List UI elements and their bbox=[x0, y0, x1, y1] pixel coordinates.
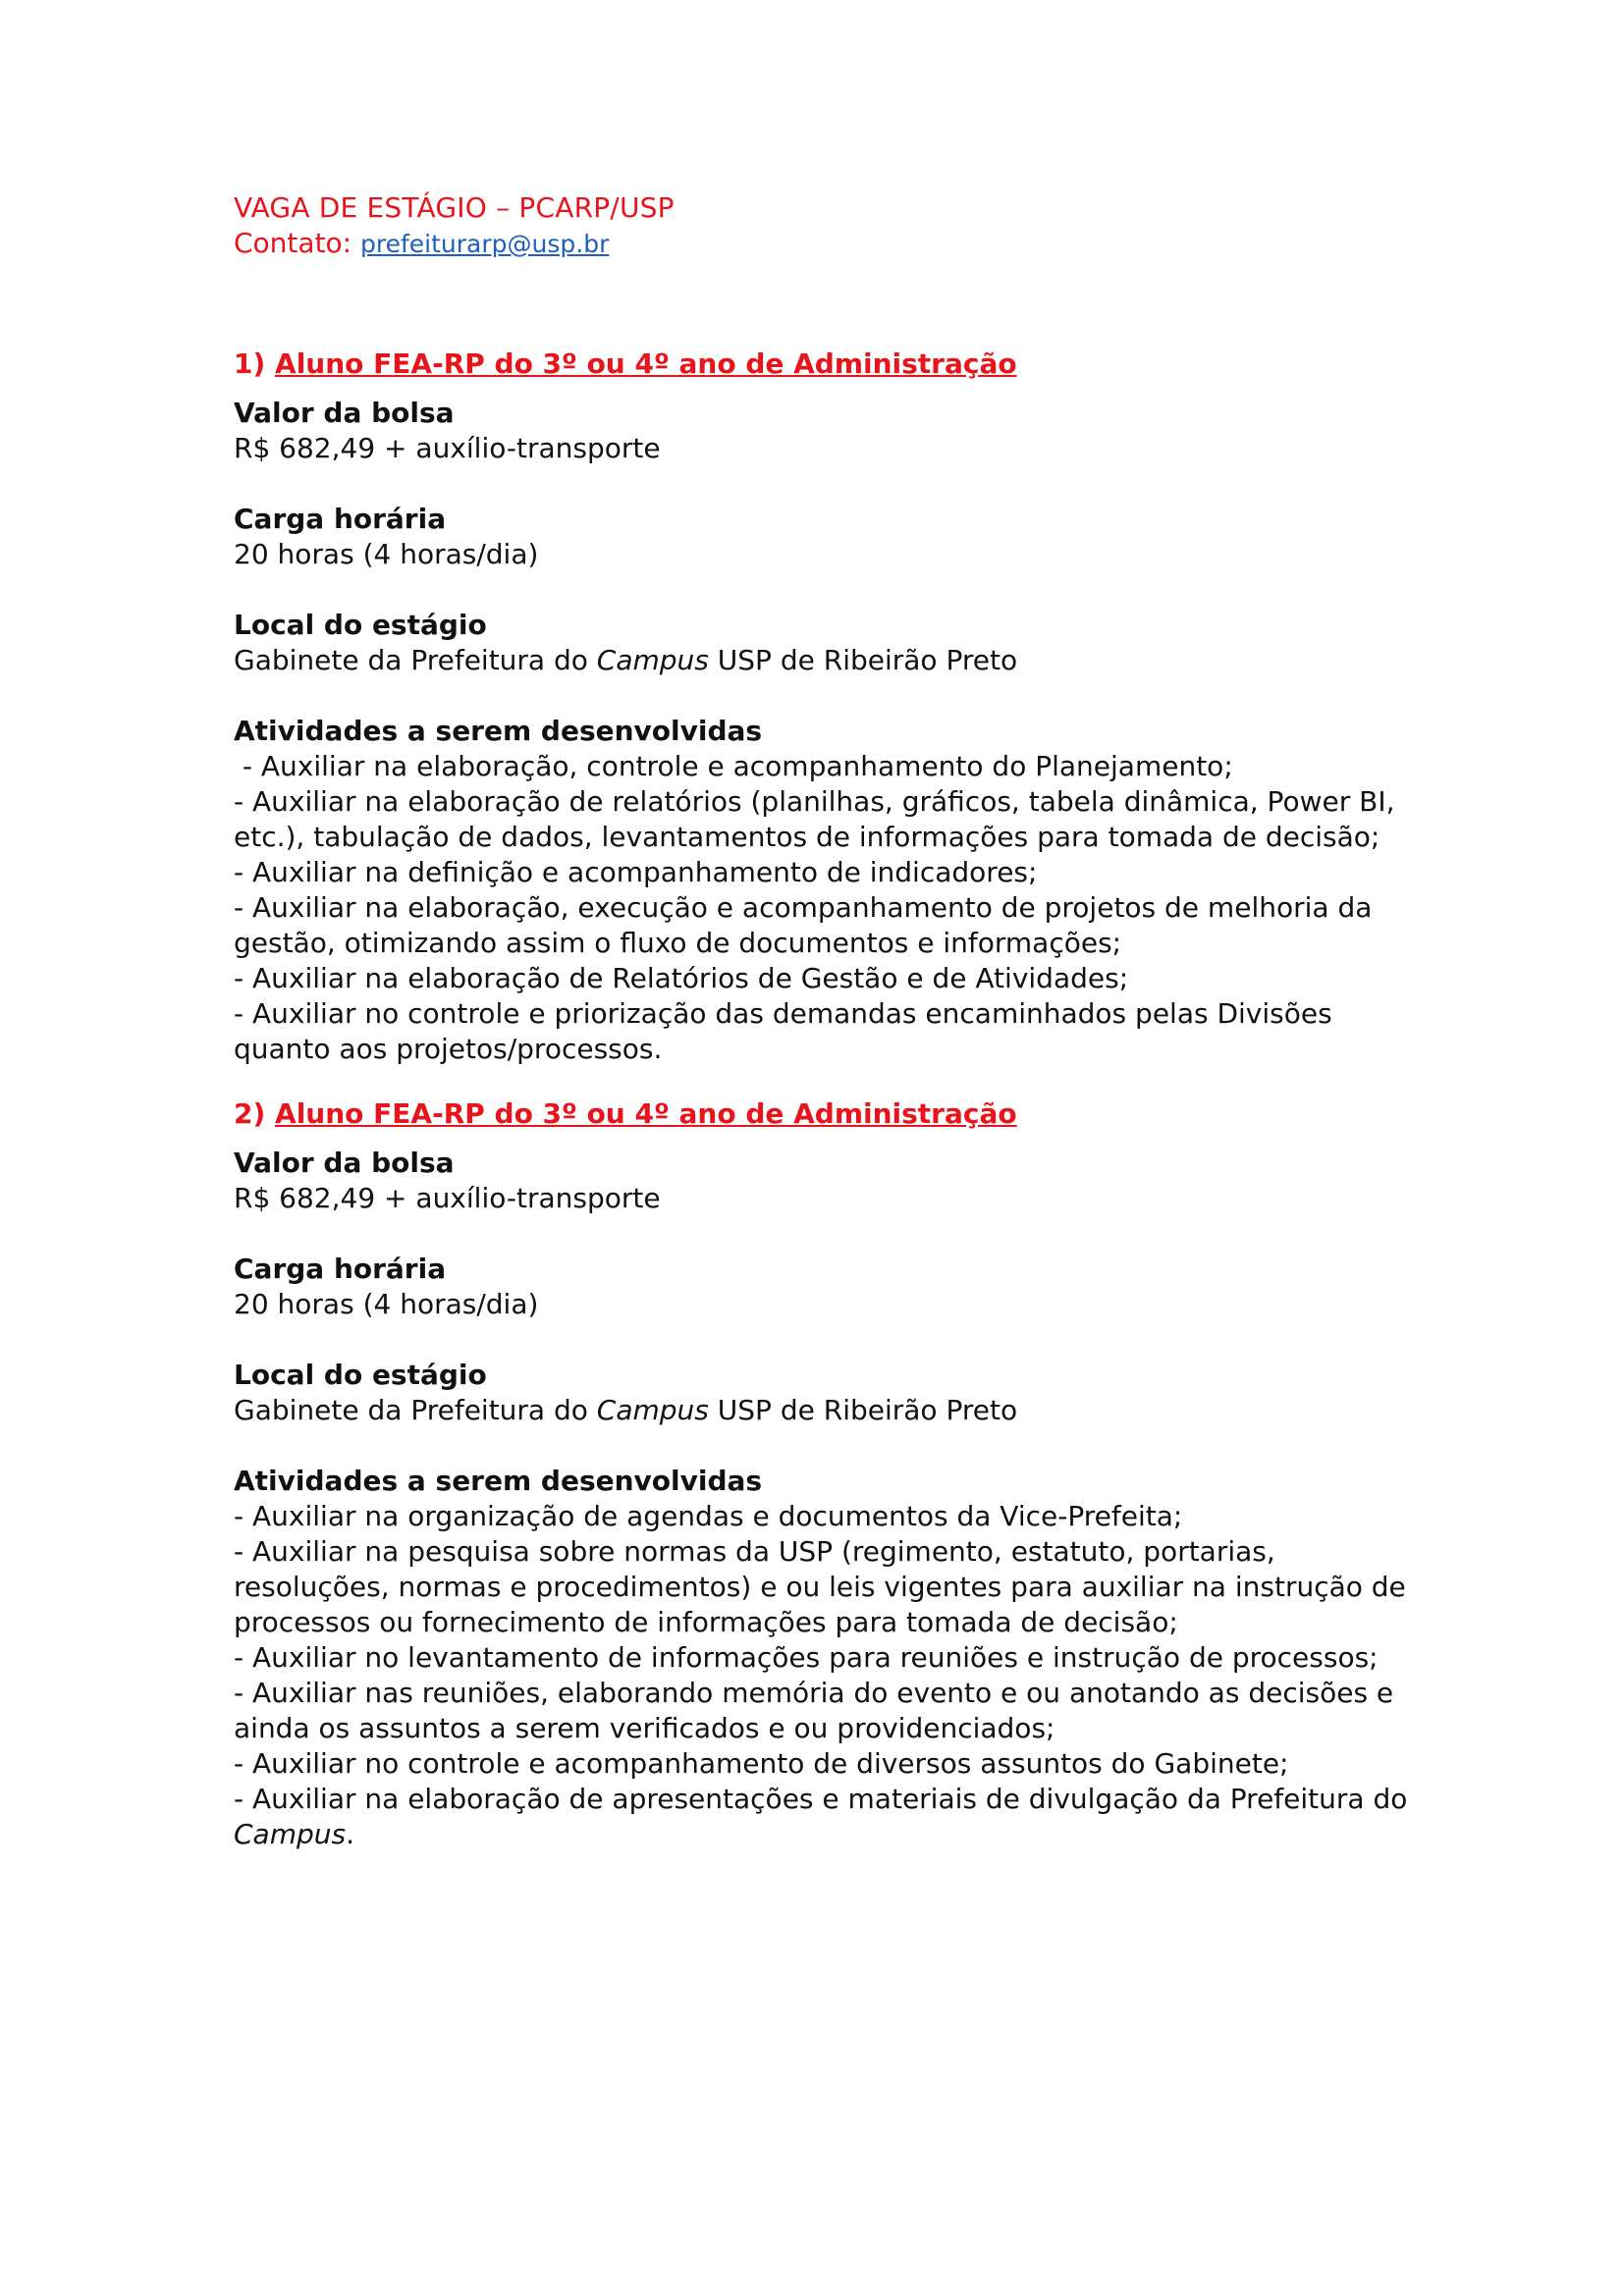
vaga-2-local-campus: Campus bbox=[596, 1394, 709, 1426]
vaga-2-activity: - Auxiliar no controle e acompanhamento de diversos assuntos do Gabinete; bbox=[234, 1747, 1289, 1780]
vaga-2-section bbox=[234, 1096, 1427, 1852]
vaga-2-title: Aluno FEA-RP do 3º ou 4º ano de Administração bbox=[275, 1097, 1017, 1130]
vaga-1-activity: - Auxiliar no controle e priorização das demandas encaminhados pelas Divisões quanto aos projetos/processos. bbox=[234, 997, 1332, 1065]
vaga-1-atividades-label: Atividades a serem desenvolvidas bbox=[234, 715, 763, 747]
vaga-2-carga-label: Carga horária bbox=[234, 1253, 447, 1285]
vaga-2-atividades-label: Atividades a serem desenvolvidas bbox=[234, 1465, 763, 1497]
vaga-2-local-suffix: USP de Ribeirão Preto bbox=[708, 1394, 1018, 1426]
vaga-1-activity: - Auxiliar na elaboração, controle e acompanhamento do Planejamento; bbox=[234, 750, 1233, 782]
vaga-2-activity: - Auxiliar na pesquisa sobre normas da USP (regimento, estatuto, portarias, resoluções, normas e procedimentos) e ou leis vigentes para auxiliar na instrução de processos ou fornecimento de informações para tomada de decisão; bbox=[234, 1535, 1406, 1638]
vaga-1-carga-value: 20 horas (4 horas/dia) bbox=[234, 538, 539, 570]
contact-line bbox=[234, 226, 1427, 262]
vaga-2-heading bbox=[234, 1096, 1427, 1132]
vaga-2-local-label: Local do estágio bbox=[234, 1359, 487, 1391]
vaga-2-number: 2) bbox=[234, 1097, 276, 1130]
vaga-2-valor-value: R$ 682,49 + auxílio-transporte bbox=[234, 1182, 661, 1214]
vaga-1-local-campus: Campus bbox=[596, 644, 709, 676]
vaga-2-activity: - Auxiliar no levantamento de informações para reuniões e instrução de processos; bbox=[234, 1641, 1379, 1674]
vaga-1-local-suffix: USP de Ribeirão Preto bbox=[708, 644, 1018, 676]
vaga-1-activity: - Auxiliar na elaboração, execução e acompanhamento de projetos de melhoria da gestão, otimizando assim o fluxo de documentos e informações; bbox=[234, 891, 1373, 959]
vaga-1-local-prefix: Gabinete da Prefeitura do bbox=[234, 644, 597, 676]
vaga-2-last-activity-prefix: - Auxiliar na elaboração de apresentações e materiais de divulgação da Prefeitura do bbox=[234, 1783, 1408, 1815]
vaga-1-local-value bbox=[234, 643, 1427, 678]
vaga-1-valor-label: Valor da bolsa bbox=[234, 397, 455, 429]
vaga-2-last-activity-campus: Campus bbox=[234, 1818, 347, 1850]
vaga-1-activity: - Auxiliar na elaboração de Relatórios de Gestão e de Atividades; bbox=[234, 962, 1129, 994]
vaga-2-activity-last bbox=[234, 1782, 1427, 1852]
vaga-2-local-value bbox=[234, 1393, 1427, 1428]
vaga-1-title: Aluno FEA-RP do 3º ou 4º ano de Administração bbox=[275, 347, 1017, 380]
contact-email-link[interactable]: prefeiturarp@usp.br bbox=[360, 230, 610, 258]
vaga-1-local-label: Local do estágio bbox=[234, 609, 487, 641]
vaga-1-activity: - Auxiliar na elaboração de relatórios (planilhas, gráficos, tabela dinâmica, Power BI, etc.), tabulação de dados, levantamentos de informações para tomada de decisão; bbox=[234, 785, 1395, 853]
vaga-2-carga-value: 20 horas (4 horas/dia) bbox=[234, 1288, 539, 1320]
vaga-1-carga-label: Carga horária bbox=[234, 503, 447, 535]
vaga-2-local-prefix: Gabinete da Prefeitura do bbox=[234, 1394, 597, 1426]
vaga-1-number: 1) bbox=[234, 347, 276, 380]
document-title: VAGA DE ESTÁGIO – PCARP/USP bbox=[234, 191, 675, 224]
vaga-1-valor-value: R$ 682,49 + auxílio-transporte bbox=[234, 432, 661, 464]
vaga-1-activity: - Auxiliar na definição e acompanhamento de indicadores; bbox=[234, 856, 1038, 888]
vaga-2-last-activity-suffix: . bbox=[346, 1818, 354, 1850]
vaga-1-heading bbox=[234, 347, 1427, 382]
contact-label: Contato: bbox=[234, 227, 361, 259]
vaga-2-valor-label: Valor da bolsa bbox=[234, 1147, 455, 1179]
vaga-2-activity: - Auxiliar nas reuniões, elaborando memória do evento e ou anotando as decisões e ainda os assuntos a serem verificados e ou providenciados; bbox=[234, 1677, 1394, 1744]
vaga-1-section bbox=[234, 347, 1427, 1067]
vaga-2-activity: - Auxiliar na organização de agendas e documentos da Vice-Prefeita; bbox=[234, 1500, 1183, 1532]
